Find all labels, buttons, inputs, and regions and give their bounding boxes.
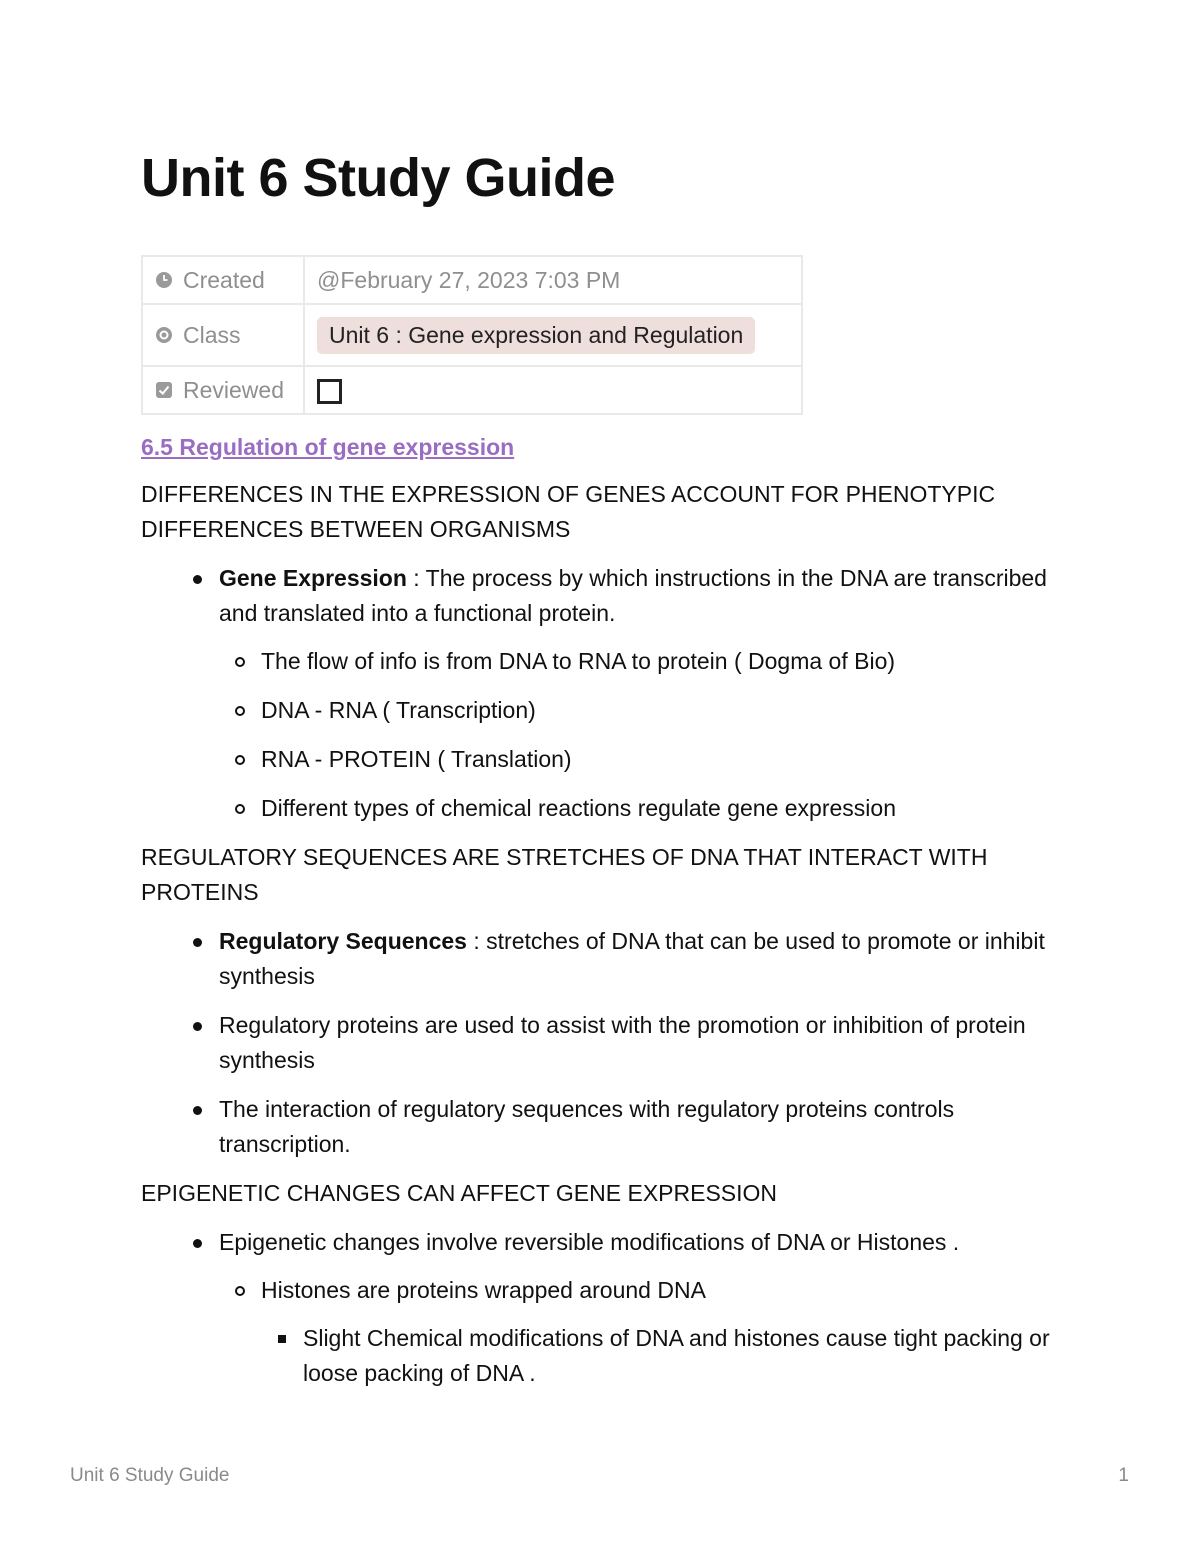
- histones-text: Histones are proteins wrapped around DNA: [261, 1277, 706, 1303]
- gene-expression-list: [141, 561, 1061, 826]
- heading-regulatory: REGULATORY SEQUENCES ARE STRETCHES OF DNA THAT INTERACT WITH PROTEINS: [141, 844, 988, 905]
- section-link[interactable]: 6.5 Regulation of gene expression: [141, 434, 515, 460]
- select-circle-icon: [155, 326, 173, 344]
- list-item: [141, 1273, 1061, 1391]
- checkbox-icon: [155, 381, 173, 399]
- list-item: The flow of info is from DNA to RNA to protein ( Dogma of Bio): [141, 644, 1061, 679]
- list-item: RNA - PROTEIN ( Translation): [141, 742, 1061, 777]
- list-item: [141, 924, 1061, 994]
- reviewed-label: Reviewed: [183, 376, 284, 403]
- heading-differences: DIFFERENCES IN THE EXPRESSION OF GENES ACCOUNT FOR PHENOTYPIC DIFFERENCES BETWEEN ORGANISMS: [141, 481, 996, 542]
- gene-expression-definition: : The process by which instructions in the DNA are transcribed and translated into a functional protein.: [219, 565, 1047, 626]
- histones-sublist: [261, 1321, 1061, 1391]
- list-item: [141, 1225, 1061, 1391]
- created-label: Created: [183, 266, 265, 293]
- list-item: Different types of chemical reactions regulate gene expression: [141, 791, 1061, 826]
- footer-page-number: 1: [1118, 1465, 1129, 1486]
- list-item: Slight Chemical modifications of DNA and histones cause tight packing or loose packing of DNA .: [141, 1321, 1061, 1391]
- gene-expression-sublist: [219, 644, 1061, 826]
- clock-icon: [155, 271, 173, 289]
- list-item: Regulatory proteins are used to assist with the promotion or inhibition of protein synthesis: [141, 1008, 1061, 1078]
- epigenetic-text: Epigenetic changes involve reversible modifications of DNA or Histones .: [219, 1229, 960, 1255]
- heading-epigenetic: EPIGENETIC CHANGES CAN AFFECT GENE EXPRESSION: [141, 1180, 778, 1206]
- page-content: [141, 431, 1061, 1405]
- epigenetic-list: [141, 1225, 1061, 1391]
- list-item: [141, 561, 1061, 826]
- class-tag[interactable]: Unit 6 : Gene expression and Regulation: [317, 317, 755, 354]
- gene-expression-term: Gene Expression: [219, 565, 407, 591]
- regulatory-list: [141, 924, 1061, 1162]
- list-item: DNA - RNA ( Transcription): [141, 693, 1061, 728]
- regulatory-sequences-definition: : stretches of DNA that can be used to promote or inhibit synthesis: [219, 928, 1045, 989]
- created-value: @February 27, 2023 7:03 PM: [304, 256, 802, 304]
- page-title: Unit 6 Study Guide: [141, 148, 616, 208]
- reviewed-checkbox[interactable]: [317, 379, 342, 404]
- list-item: The interaction of regulatory sequences with regulatory proteins controls transcription.: [141, 1092, 1061, 1162]
- property-row-reviewed: [142, 366, 802, 414]
- properties-table: [141, 255, 803, 415]
- property-row-class: [142, 304, 802, 366]
- property-row-created: [142, 256, 802, 304]
- footer-doc-title: Unit 6 Study Guide: [70, 1465, 230, 1486]
- class-label: Class: [183, 321, 241, 348]
- regulatory-sequences-term: Regulatory Sequences: [219, 928, 467, 954]
- epigenetic-sublist: [219, 1273, 1061, 1391]
